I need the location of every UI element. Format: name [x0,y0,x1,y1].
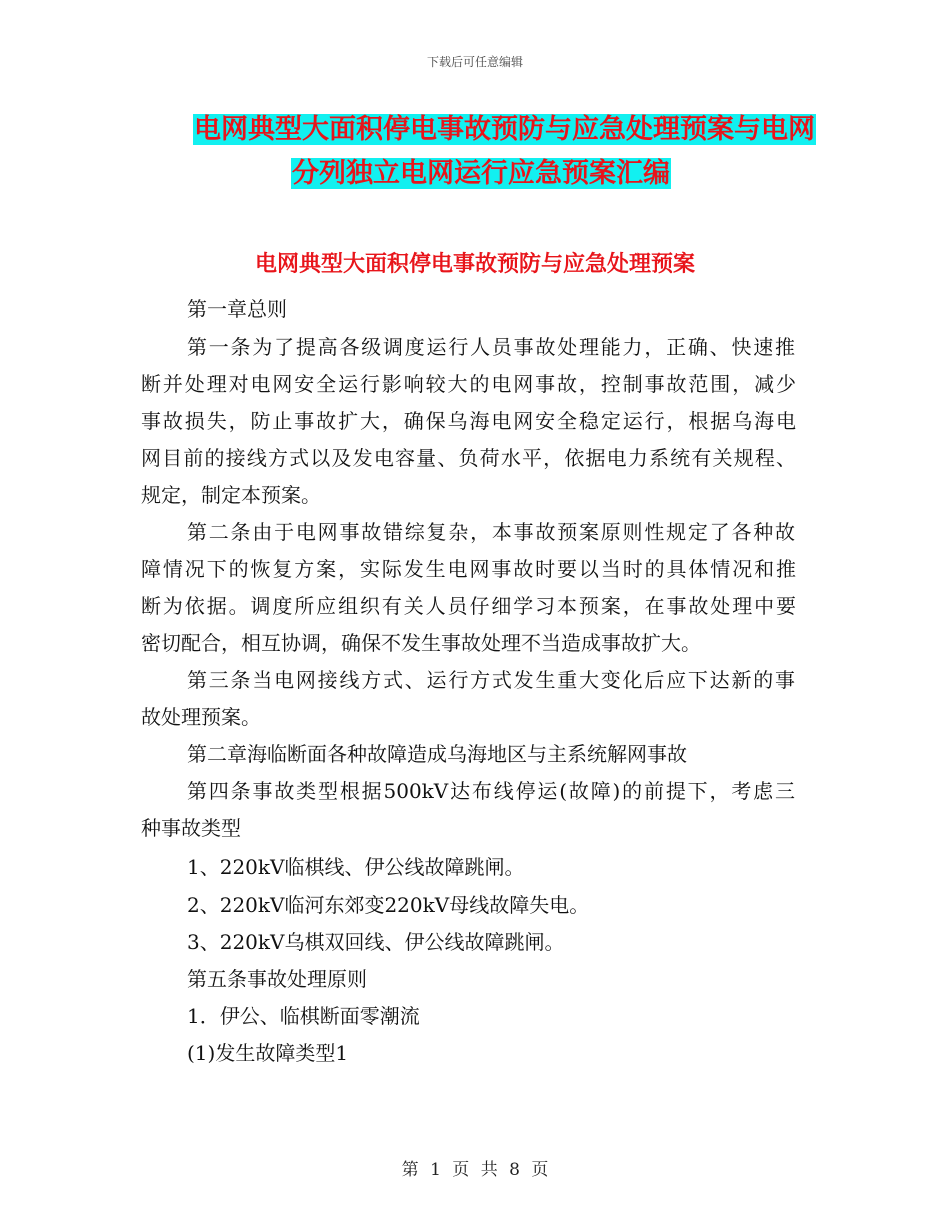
paragraph-line: 第二条由于电网事故错综复杂，本事故预案原则性规定了各种故 [187,520,795,544]
list-item: 2、220kV临河东郊变220kV母线故障失电。 [187,893,590,917]
chapter-heading: 第一章总则 [187,297,287,321]
paragraph-line: 第四条事故类型根据500kV达布线停运(故障)的前提下，考虑三 [187,779,795,803]
paragraph-line: 故处理预案。 [141,705,261,729]
paragraph-line: 断为依据。调度所应组织有关人员仔细学习本预案，在事故处理中要 [141,594,796,618]
paragraph-line: 第一条为了提高各级调度运行人员事故处理能力，正确、快速推 [187,335,795,359]
paragraph-line: 第三条当电网接线方式、运行方式发生重大变化后应下达新的事 [187,668,795,692]
list-item: 3、220kV乌棋双回线、伊公线故障跳闸。 [187,930,565,954]
paragraph-line: 密切配合，相互协调，确保不发生事故处理不当造成事故扩大。 [141,631,701,655]
paragraph-line: 事故损失，防止事故扩大，确保乌海电网安全稳定运行，根据乌海电 [141,409,796,433]
paragraph-line: 障情况下的恢复方案，实际发生电网事故时要以当时的具体情况和推 [141,557,796,581]
header-note: 下载后可任意编辑 [426,55,523,69]
paragraph-line: 断并处理对电网安全运行影响较大的电网事故，控制事故范围，减少 [141,372,796,396]
paragraph-line: 种事故类型 [141,816,241,840]
page-number-footer: 第 1 页 共 8 页 [401,1160,549,1180]
paragraph-line: 规定，制定本预案。 [141,483,321,507]
section-title: 电网典型大面积停电事故预防与应急处理预案 [254,251,695,277]
list-item: 1．伊公、临棋断面零潮流 [187,1004,420,1028]
paragraph-line: 第五条事故处理原则 [187,967,367,991]
list-item: 1、220kV临棋线、伊公线故障跳闸。 [187,855,525,879]
chapter-heading: 第二章海临断面各种故障造成乌海地区与主系统解网事故 [187,742,687,766]
document-title-line-2: 分列独立电网运行应急预案汇编 [292,158,670,189]
document-title-line-1: 电网典型大面积停电事故预防与应急处理预案与电网 [194,114,815,145]
paragraph-line: 网目前的接线方式以及发电容量、负荷水平，依据电力系统有关规程、 [141,446,796,470]
list-item: (1)发生故障类型1 [187,1041,349,1065]
